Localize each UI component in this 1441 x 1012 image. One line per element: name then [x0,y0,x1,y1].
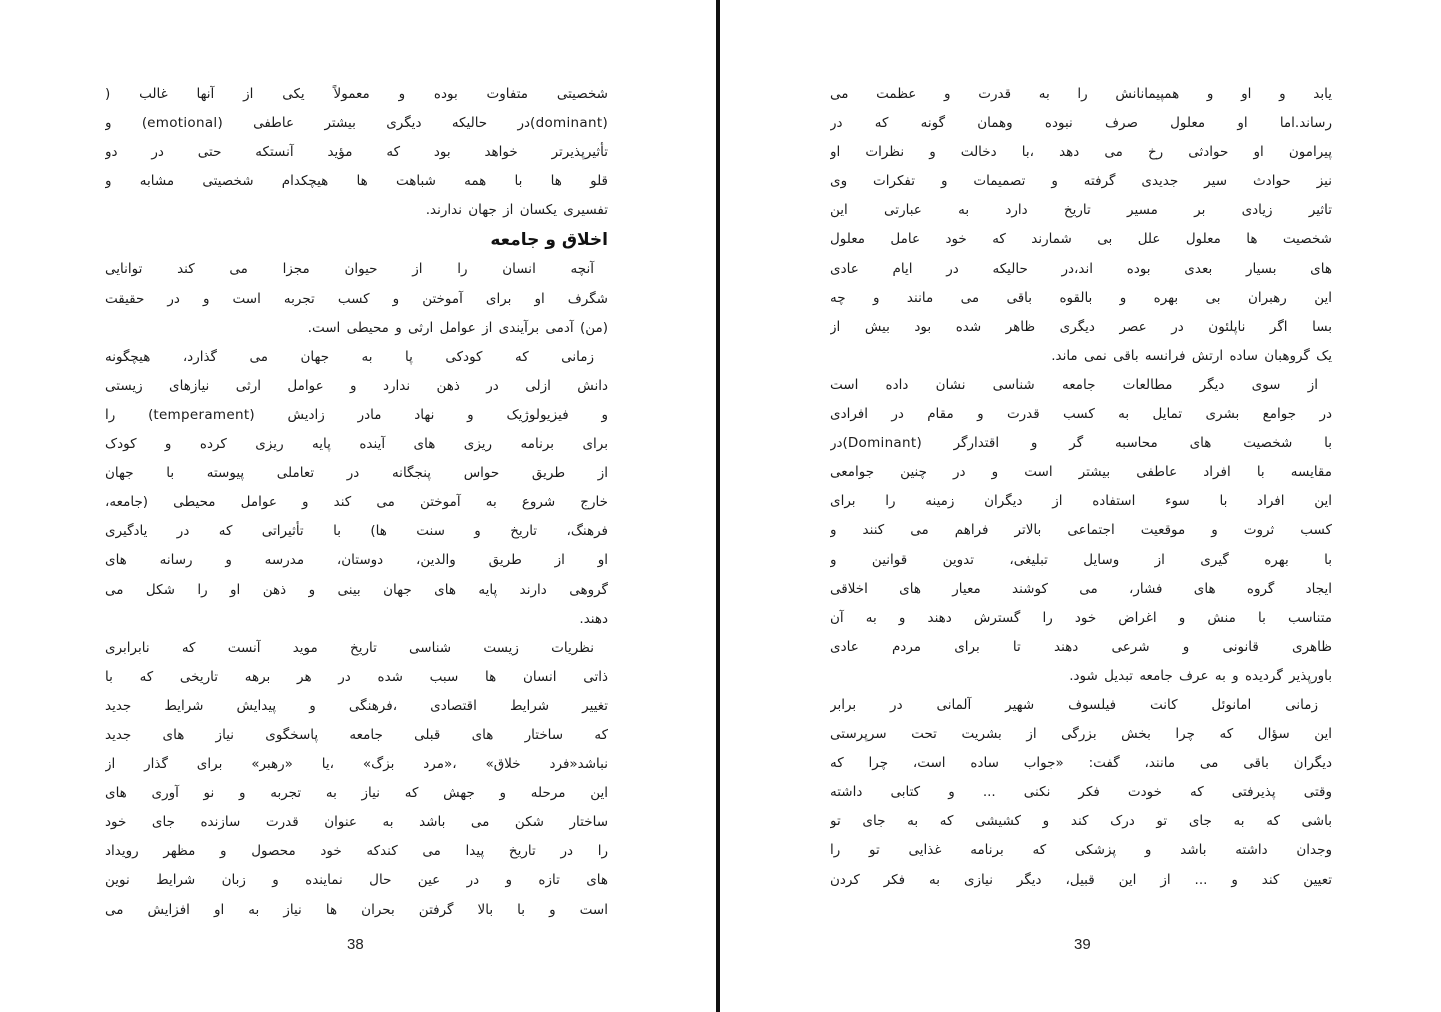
text-line: بسا اگر ناپلئون در عصر دیگری ظاهر شده بود بیش از [830,318,1332,335]
text-line: را در تاریخ پیدا می کندکه خود محصول و مظهر رویداد [105,843,608,860]
right-page-text [830,80,1332,895]
text-line: کسب ثروت و موقعیت اجتماعی بالاتر فراهم می کنند و [830,522,1332,539]
text-line: باشی که به جای تو درک کند و کشیشی که به جای تو [830,813,1332,830]
text-line: ظاهری قانونی و شرعی دهند تا برای مردم عادی [830,638,1332,655]
text-line: شخصیتی متفاوت بوده و معمولاً یکی از آنها غالب ( [105,86,608,102]
text-line: برای برنامه ریزی های آینده پایه ریزی کرده و کودک [105,436,608,453]
text-line: زمانی امانوئل کانت فیلسوف شهیر آلمانی در برابر [830,696,1318,713]
text-line: پیرامون او حوادثی رخ می دهد ،با دخالت و نظرات او [830,144,1332,161]
section-heading: اخلاق و جامعه [490,230,608,251]
text-line: از سوی دیگر مطالعات جامعه شناسی نشان داده است [830,376,1318,393]
text-line: ذاتی انسان ها سبب شده در هر برهه تاریخی که با [105,668,608,685]
text-line: این سؤال که چرا بخش بزرگی از بشریت تحت سرپرستی [830,726,1332,743]
text-line: در جوامع بشری تمایل به کسب قدرت و مقام در افرادی [830,406,1332,423]
text-line: یک گروهبان ساده ارتش فرانسه باقی نمی ماند. [1051,347,1332,364]
text-line: های بسیار بعدی بوده اند،در حالیکه در ایام عادی [830,260,1332,277]
text-line: این رهبران بی بهره و بالقوه باقی می مانند و چه [830,289,1332,306]
text-line: این افراد با سوء استفاده از دیگران زمینه را برای [830,493,1332,510]
text-line: که ساختار های قبلی جامعه پاسخگوی نیاز های جدید [105,726,608,743]
text-line: ایجاد گروه های فشار، می کوشند معیار های اخلاقی [830,580,1332,597]
text-line: یابد و او و همپیمانانش را به قدرت و عظمت می [830,86,1332,102]
text-line: با شخصیت های محاسبه گر و اقتدارگر (Dominant)در [830,435,1332,452]
text-line: نباشد«فرد خلاق» ،«مرد بزگ» ،یا «رهبر» برای گذار از [105,756,608,773]
text-line: (من) آدمی برآیندی از عوامل ارثی و محیطی است. [307,319,608,336]
text-line: های تازه و در عین حال نماینده و زبان شرایط نوین [105,872,608,889]
text-line: زمانی که کودکی پا به جهان می گذارد، هیچگونه [105,348,594,365]
page-number: 39 [1074,936,1091,953]
left-page [0,0,717,1012]
text-line: از طریق حواس پنجگانه در تعاملی پیوسته با جهان [105,465,608,482]
text-line: تغییر شرایط اقتصادی ،فرهنگی و پیدایش شرایط جدید [105,697,608,714]
text-line: دیگران باقی می مانند، گفت: «جواب ساده است، چرا که [830,755,1332,772]
text-line: آنچه انسان را از حیوان مجزا می کند توانایی [105,261,594,278]
text-line: دهند. [579,610,608,627]
text-line: باورپذیر گردیده و به عرف جامعه تبدیل شود. [1069,667,1332,684]
right-page [722,0,1441,1012]
left-page-text [105,80,608,925]
text-line: مقایسه با افراد عاطفی بیشتر است و در چنین جوامعی [830,464,1332,481]
text-line: است و با بالا گرفتن بحران ها نیاز به او افزایش می [105,901,608,918]
text-line: متناسب با منش و اغراض خود را گسترش دهند و به آن [830,609,1332,626]
text-line: شگرف او برای آموختن و کسب تجربه است و در حقیقت [105,290,608,307]
text-line: وقتی پذیرفتی که خودت فکر نکنی ... و کتابی داشته [830,784,1332,801]
page-number: 38 [347,936,364,953]
text-line: شخصیت ها معلول علل بی شمارند که خود عامل معلول [830,231,1332,248]
text-line: دانش ازلی در ذهن ندارد و عوامل ارثی نیازهای زیستی [105,377,608,394]
text-line: تاثیر زیادی بر مسیر تاریخ دارد به عبارتی این [830,202,1332,219]
text-line: خارج شروع به آموختن می کند و عوامل محیطی (جامعه، [105,494,608,511]
page-divider [716,0,720,1012]
text-line: (dominant)در حالیکه دیگری بیشتر عاطفی (emotional) و [105,115,608,132]
text-line: فرهنگ، تاریخ و سنت ها) با تأثیراتی که در یادگیری [105,523,608,540]
text-line: نیز حوادث سیر جدیدی گرفته و تصمیمات و تفکرات وی [830,173,1332,190]
text-line: تعیین کند و ... از این قبیل، دیگر نیازی به فکر کردن [830,871,1332,888]
text-line: قلو ها با همه شباهت ها هیچکدام شخصیتی مشابه و [105,173,608,190]
text-line: تأثیرپذیرتر خواهد بود که مؤید آنستکه حتی در دو [105,144,608,161]
text-line: با بهره گیری از وسایل تبلیغی، تدوین قوانین و [830,551,1332,568]
text-line: این مرحله و جهش که نیاز به تجربه و نو آوری های [105,785,608,802]
text-line: وجدان داشته باشد و پزشکی که برنامه غذایی تو را [830,842,1332,859]
text-line: و فیزیولوژیک و نهاد مادر زادیش (temperament) را [105,406,608,423]
text-line: ساختار شکن می باشد به عنوان قدرت سازنده جای خود [105,814,608,831]
text-line: رساند.اما او معلول صرف نبوده وهمان گونه که در [830,115,1332,132]
text-line: او از طریق والدین، دوستان، مدرسه و رسانه های [105,552,608,569]
text-line: تفسیری یکسان از جهان ندارند. [425,202,608,219]
text-line: نظریات زیست شناسی تاریخ موید آنست که نابرابری [105,639,594,656]
text-line: گروهی دارند پایه های جهان بینی و ذهن او را شکل می [105,581,608,598]
